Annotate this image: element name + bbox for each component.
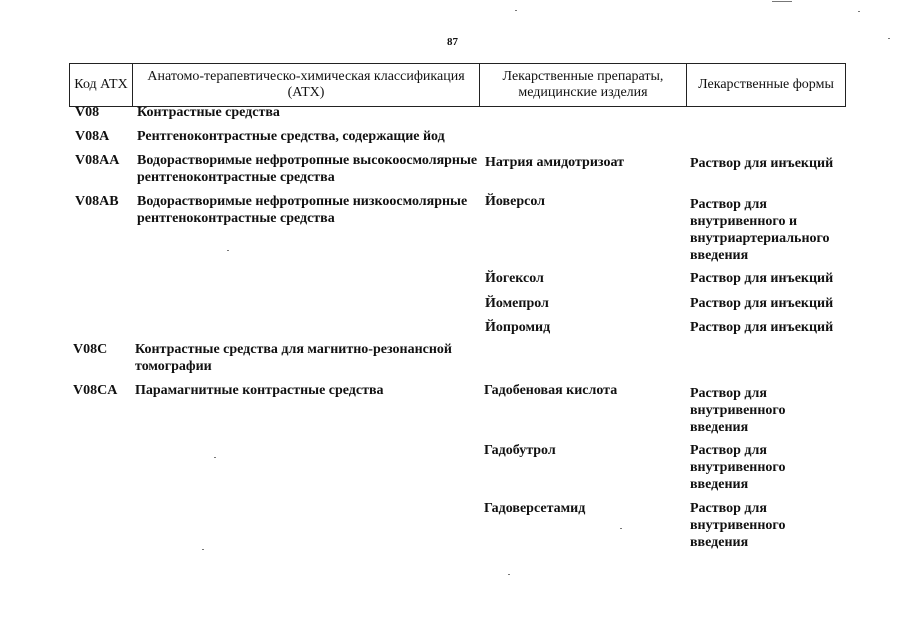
scan-speck <box>888 38 890 39</box>
atc-code: V08C <box>73 342 108 357</box>
atc-classification: Парамагнитные контрастные средства <box>135 383 384 398</box>
dosage-form: Раствор для внутривенного введения <box>690 443 786 492</box>
atc-code: V08CA <box>73 383 118 398</box>
scan-speck <box>772 1 792 2</box>
dosage-form: Раствор для инъекций <box>690 320 834 335</box>
header-forms: Лекарственные формы <box>698 77 834 92</box>
drug-name: Йопромид <box>485 320 551 335</box>
atc-code: V08AA <box>75 153 120 168</box>
scan-speck <box>202 549 204 550</box>
header-code: Код АТХ <box>70 64 133 106</box>
scan-speck <box>214 457 216 458</box>
atc-code: V08A <box>75 129 110 144</box>
dosage-form: Раствор для внутривенного введения <box>690 386 786 435</box>
atc-classification: Контрастные средства <box>137 105 280 120</box>
atc-classification: Водорастворимые нефротропные низкоосмолярные рентгеноконтрастные средства <box>137 194 468 226</box>
atc-classification: Рентгеноконтрастные средства, содержащие йод <box>137 129 445 144</box>
atc-classification: Контрастные средства для магнитно-резонансной томографии <box>135 342 452 374</box>
dosage-form: Раствор для инъекций <box>690 271 834 286</box>
atc-code: V08AB <box>75 194 119 209</box>
page-number: 87 <box>447 36 458 48</box>
drug-name: Йогексол <box>485 271 544 286</box>
drug-name: Гадобутрол <box>484 443 556 458</box>
scan-speck <box>515 10 517 11</box>
dosage-form: Раствор для инъекций <box>690 156 834 171</box>
drug-name: Гадоверсетамид <box>484 501 586 516</box>
header-classification: Анатомо-терапевтическо-химическая классификация (АТХ) <box>133 64 480 106</box>
scan-speck <box>227 250 229 251</box>
dosage-form: Раствор для внутривенного введения <box>690 501 786 550</box>
drug-name: Йоверсол <box>485 194 545 209</box>
drug-name: Натрия амидотризоат <box>485 155 624 170</box>
header-drugs: Лекарственные препараты, медицинские изделия <box>480 64 687 106</box>
scan-speck <box>620 528 622 529</box>
drug-name: Гадобеновая кислота <box>484 383 618 398</box>
atc-code: V08 <box>75 105 100 120</box>
table-header <box>69 63 846 107</box>
scan-speck <box>508 574 510 575</box>
drug-name: Йомепрол <box>485 296 549 311</box>
scan-speck <box>858 11 860 12</box>
atc-classification: Водорастворимые нефротропные высокоосмолярные рентгеноконтрастные средства <box>137 153 478 185</box>
dosage-form: Раствор для инъекций <box>690 296 834 311</box>
dosage-form: Раствор для внутривенного и внутриартериального введения <box>690 197 830 263</box>
